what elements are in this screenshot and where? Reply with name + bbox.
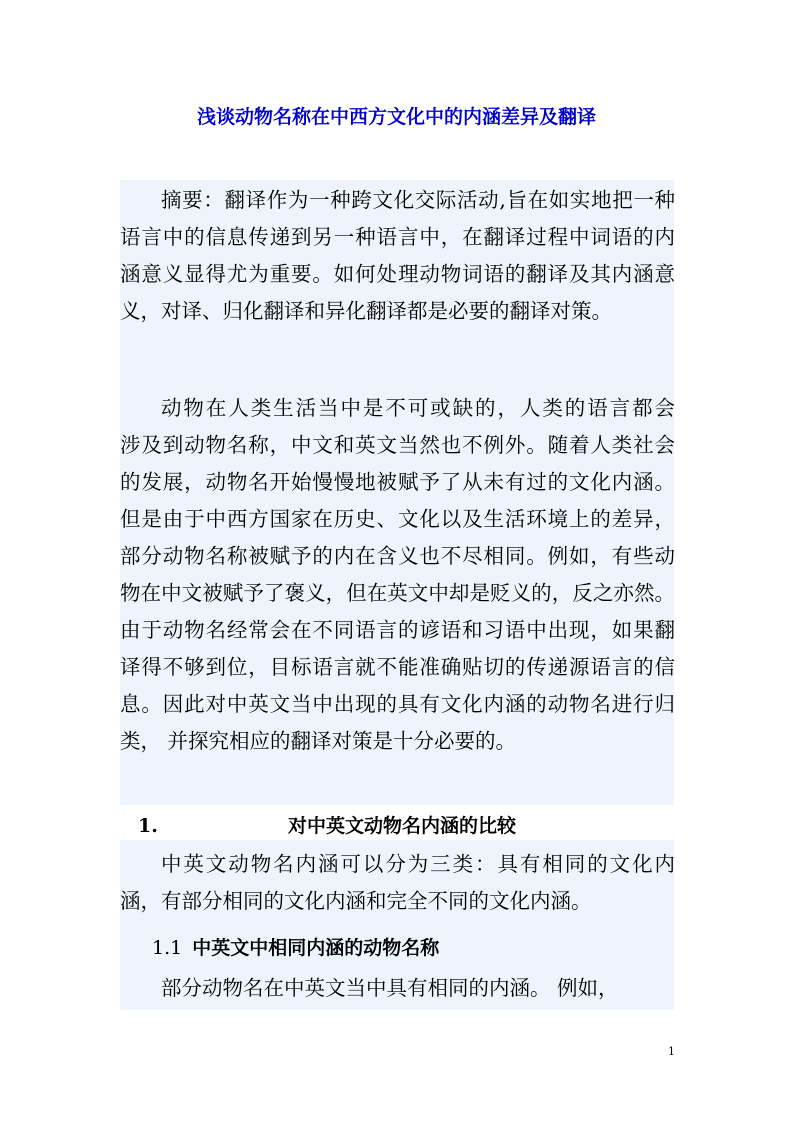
intro-line: 息。因此对中英文当中出现的具有文化内涵的动物名进行归 bbox=[120, 692, 675, 716]
abstract-line: 义，对译、归化翻译和异化翻译都是必要的翻译对策。 bbox=[120, 299, 612, 323]
section-1-1-paragraph bbox=[120, 970, 675, 1007]
abstract-paragraph bbox=[120, 182, 675, 330]
abstract-line: 语言中的信息传递到另一种语言中，在翻译过程中词语的内 bbox=[120, 225, 675, 249]
section-1-1-line: 部分动物名在中英文当中具有相同的内涵。 例如， bbox=[161, 976, 619, 1000]
intro-line: 的发展，动物名开始慢慢地被赋予了从未有过的文化内涵。 bbox=[120, 470, 675, 494]
intro-line: 类， 并探究相应的翻译对策是十分必要的。 bbox=[120, 729, 517, 753]
intro-line: 部分动物名称被赋予的内在含义也不尽相同。例如，有些动 bbox=[120, 544, 675, 568]
page-number: 1 bbox=[668, 1045, 675, 1058]
intro-line: 译得不够到位，目标语言就不能准确贴切的传递源语言的信 bbox=[120, 655, 675, 679]
intro-line: 涉及到动物名称，中文和英文当然也不例外。随着人类社会 bbox=[120, 433, 675, 457]
section-1-1-heading bbox=[152, 930, 439, 966]
document-title: 浅谈动物名称在中西方文化中的内涵差异及翻译 bbox=[196, 106, 596, 128]
section-1-paragraph bbox=[120, 846, 675, 920]
abstract-line: 涵意义显得尤为重要。如何处理动物词语的翻译及其内涵意 bbox=[120, 262, 675, 286]
intro-line: 但是由于中西方国家在历史、文化以及生活环境上的差异， bbox=[120, 507, 675, 531]
section-title: 对中英文动物名内涵的比较 bbox=[288, 815, 517, 837]
subsection-number: 1.1 bbox=[152, 937, 183, 959]
section-number: 1. bbox=[138, 815, 158, 837]
subsection-title: 中英文中相同内涵的动物名称 bbox=[192, 937, 440, 959]
intro-line: 由于动物名经常会在不同语言的谚语和习语中出现，如果翻 bbox=[120, 618, 675, 642]
intro-paragraph bbox=[120, 390, 675, 760]
intro-line: 动物在人类生活当中是不可或缺的，人类的语言都会 bbox=[161, 396, 675, 420]
intro-line: 物在中文被赋予了褒义，但在英文中却是贬义的，反之亦然。 bbox=[120, 581, 675, 605]
section-1-line: 中英文动物名内涵可以分为三类：具有相同的文化内 bbox=[161, 852, 675, 876]
section-1-heading bbox=[120, 808, 675, 844]
abstract-line: 摘要：翻译作为一种跨文化交际活动,旨在如实地把一种 bbox=[161, 188, 675, 212]
section-1-line: 涵，有部分相同的文化内涵和完全不同的文化内涵。 bbox=[120, 889, 592, 913]
